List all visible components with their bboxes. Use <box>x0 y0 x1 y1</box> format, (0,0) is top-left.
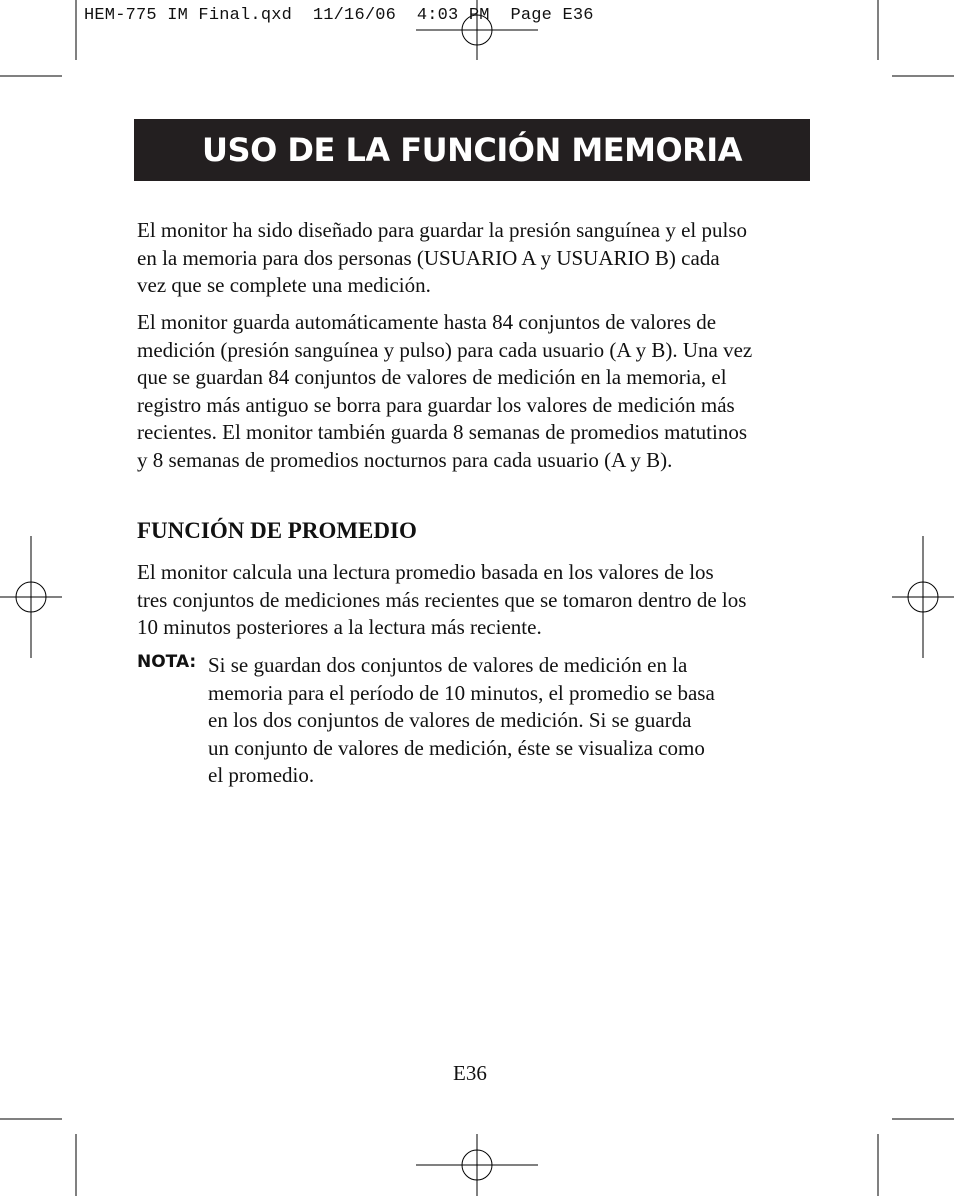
text-line: 10 minutos posteriores a la lectura más reciente. <box>137 615 542 639</box>
page-title-bar <box>134 119 810 181</box>
text-line: en la memoria para dos personas (USUARIO A y USUARIO B) cada <box>137 245 720 270</box>
memory-paragraph <box>137 309 817 474</box>
registration-mark-bottom <box>416 1134 538 1196</box>
average-paragraph <box>137 559 817 642</box>
text-line: Si se guardan dos conjuntos de valores de medición en la <box>208 653 688 677</box>
section-heading: FUNCIÓN DE PROMEDIO <box>137 518 417 543</box>
intro-paragraph <box>137 217 817 300</box>
text-line: recientes. El monitor también guarda 8 semanas de promedios matutinos <box>137 420 748 444</box>
text-line: vez que se complete una medición. <box>137 273 431 297</box>
text-line: El monitor guarda automáticamente hasta 84 conjuntos de valores de <box>137 310 717 334</box>
text-line: tres conjuntos de mediciones más recientes que se tomaron dentro de los <box>137 587 747 612</box>
note-label: NOTA: <box>137 652 197 672</box>
text-line: que se guardan 84 conjuntos de valores de medición en la memoria, el <box>137 365 727 389</box>
text-line: y 8 semanas de promedios nocturnos para cada usuario (A y B). <box>137 447 673 472</box>
text-line: medición (presión sanguínea y pulso) para cada usuario (A y B). Una vez <box>137 337 753 362</box>
page-number: E36 <box>453 1061 487 1085</box>
print-slug: HEM-775 IM Final.qxd 11/16/06 4:03 PM Page E36 <box>84 6 594 25</box>
text-line: El monitor calcula una lectura promedio basada en los valores de los <box>137 560 714 584</box>
registration-mark-right <box>892 536 954 658</box>
registration-mark-left <box>0 536 62 658</box>
note-text <box>208 652 808 790</box>
page-title: USO DE LA FUNCIÓN MEMORIA <box>202 131 742 169</box>
text-line: el promedio. <box>208 763 315 787</box>
text-line: un conjunto de valores de medición, éste se visualiza como <box>208 735 705 760</box>
text-line: en los dos conjuntos de valores de medición. Si se guarda <box>208 708 692 732</box>
text-line: El monitor ha sido diseñado para guardar la presión sanguínea y el pulso <box>137 218 748 242</box>
text-line: registro más antiguo se borra para guardar los valores de medición más <box>137 392 735 417</box>
text-line: memoria para el período de 10 minutos, el promedio se basa <box>208 680 715 705</box>
